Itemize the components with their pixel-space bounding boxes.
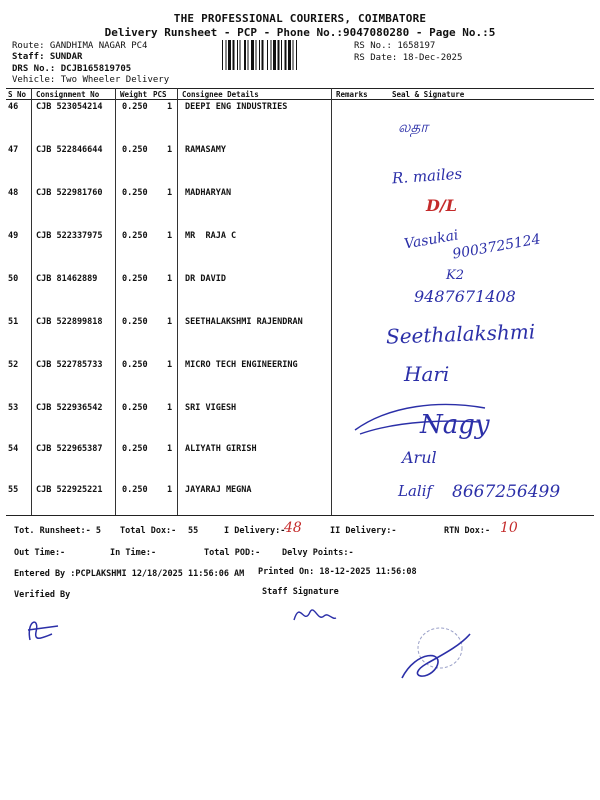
total-dox-label: Total Dox:- bbox=[120, 526, 177, 536]
verified-by: Verified By bbox=[14, 590, 71, 600]
rs-date: RS Date: 18-Dec-2025 bbox=[354, 53, 463, 63]
vehicle-label: Vehicle: Two Wheeler Delivery bbox=[12, 75, 170, 85]
row-consignee: ALIYATH GIRISH bbox=[185, 444, 257, 454]
col-consignment: Consignment No bbox=[36, 90, 100, 99]
row-pcs: 1 bbox=[167, 485, 173, 495]
row-sno: 54 bbox=[8, 444, 19, 454]
row-pcs: 1 bbox=[167, 274, 173, 284]
row-sno: 52 bbox=[8, 360, 19, 370]
table-bottom-rule bbox=[6, 515, 594, 516]
col-remarks: Remarks bbox=[336, 90, 368, 99]
table-row bbox=[0, 188, 600, 228]
row-consignment: CJB 522965387 bbox=[36, 444, 103, 454]
rs-number: RS No.: 1658197 bbox=[354, 41, 436, 51]
tot-runsheet: Tot. Runsheet:- 5 bbox=[14, 526, 101, 536]
row-sno: 53 bbox=[8, 403, 19, 413]
handwritten-signature: Vasukai bbox=[403, 227, 460, 253]
row-weight: 0.250 bbox=[122, 444, 148, 454]
row-sno: 55 bbox=[8, 485, 19, 495]
handwritten-phone: 9487671408 bbox=[414, 287, 516, 306]
row-weight: 0.250 bbox=[122, 360, 148, 370]
row-consignment: CJB 522936542 bbox=[36, 403, 103, 413]
handwritten-signature: Hari bbox=[404, 362, 450, 386]
total-dox-value: 55 bbox=[188, 526, 199, 536]
ii-delivery-label: II Delivery:- bbox=[330, 526, 397, 536]
handwritten-signature: D/L bbox=[426, 196, 457, 215]
row-consignee: RAMASAMY bbox=[185, 145, 226, 155]
handwritten-signature: Arul bbox=[402, 448, 437, 467]
handwritten-signature: Seethalakshmi bbox=[385, 319, 536, 349]
row-consignee: MR RAJA C bbox=[185, 231, 237, 241]
col-consignee: Consignee Details bbox=[182, 90, 259, 99]
barcode bbox=[222, 40, 350, 70]
row-weight: 0.250 bbox=[122, 403, 148, 413]
in-time: In Time:- bbox=[110, 548, 157, 558]
col-weight: Weight bbox=[120, 90, 148, 99]
printed-on: Printed On: 18-12-2025 11:56:08 bbox=[258, 567, 417, 577]
row-consignment: CJB 522981760 bbox=[36, 188, 103, 198]
row-weight: 0.250 bbox=[122, 188, 148, 198]
col-pcs: PCS bbox=[153, 90, 167, 99]
row-pcs: 1 bbox=[167, 145, 173, 155]
row-consignment: CJB 523054214 bbox=[36, 102, 103, 112]
staff-signature bbox=[290, 598, 340, 628]
stamp-seal bbox=[396, 620, 476, 684]
row-pcs: 1 bbox=[167, 317, 173, 327]
table-row bbox=[0, 403, 600, 443]
row-pcs: 1 bbox=[167, 403, 173, 413]
handwritten-signature: லதா bbox=[398, 118, 429, 136]
row-weight: 0.250 bbox=[122, 145, 148, 155]
handwritten-phone: 9003725124 bbox=[451, 231, 542, 263]
table-top-rule bbox=[6, 88, 594, 89]
table-row bbox=[0, 102, 600, 142]
row-pcs: 1 bbox=[167, 102, 173, 112]
table-header-rule bbox=[6, 99, 594, 100]
col-seal: Seal & Signature bbox=[392, 90, 465, 99]
row-sno: 47 bbox=[8, 145, 19, 155]
row-consignee: MICRO TECH ENGINEERING bbox=[185, 360, 298, 370]
row-consignment: CJB 81462889 bbox=[36, 274, 98, 284]
staff-label: Staff: SUNDAR bbox=[12, 52, 83, 62]
row-weight: 0.250 bbox=[122, 274, 148, 284]
row-consignment: CJB 522899818 bbox=[36, 317, 103, 327]
row-consignee: DR DAVID bbox=[185, 274, 226, 284]
row-pcs: 1 bbox=[167, 360, 173, 370]
row-sno: 51 bbox=[8, 317, 19, 327]
handwritten-signature: Nagy bbox=[420, 410, 490, 440]
row-consignee: DEEPI ENG INDUSTRIES bbox=[185, 102, 288, 112]
page-subtitle: Delivery Runsheet - PCP - Phone No.:9047080280 - Page No.:5 bbox=[104, 26, 496, 39]
row-sno: 50 bbox=[8, 274, 19, 284]
total-pod: Total POD:- bbox=[204, 548, 261, 558]
row-consignee: JAYARAJ MEGNA bbox=[185, 485, 252, 495]
row-sno: 48 bbox=[8, 188, 19, 198]
entered-by: Entered By :PCPLAKSHMI 12/18/2025 11:56:06 AM bbox=[14, 569, 245, 579]
row-pcs: 1 bbox=[167, 188, 173, 198]
signature-scribble bbox=[350, 400, 490, 440]
row-consignment: CJB 522846644 bbox=[36, 145, 103, 155]
row-pcs: 1 bbox=[167, 231, 173, 241]
row-sno: 46 bbox=[8, 102, 19, 112]
row-weight: 0.250 bbox=[122, 317, 148, 327]
row-consignment: CJB 522925221 bbox=[36, 485, 103, 495]
row-pcs: 1 bbox=[167, 444, 173, 454]
i-delivery-label: I Delivery:- bbox=[224, 526, 286, 536]
col-sno: S No bbox=[8, 90, 27, 99]
verifier-signature bbox=[22, 610, 82, 650]
table-row bbox=[0, 145, 600, 185]
row-consignment: CJB 522337975 bbox=[36, 231, 103, 241]
rtn-dox-count: 10 bbox=[500, 520, 518, 536]
row-consignee: SEETHALAKSHMI RAJENDRAN bbox=[185, 317, 303, 327]
row-sno: 49 bbox=[8, 231, 19, 241]
route-label: Route: GANDHIMA NAGAR PC4 bbox=[12, 41, 148, 51]
delvy-points: Delvy Points:- bbox=[282, 548, 354, 558]
handwritten-signature: Lalif bbox=[398, 482, 433, 500]
row-consignee: MADHARYAN bbox=[185, 188, 232, 198]
handwritten-signature: R. mailes bbox=[391, 164, 463, 188]
page-title: THE PROFESSIONAL COURIERS, COIMBATORE bbox=[173, 12, 427, 25]
table-row bbox=[0, 444, 600, 484]
table-row bbox=[0, 360, 600, 400]
out-time: Out Time:- bbox=[14, 548, 66, 558]
staff-signature-label: Staff Signature bbox=[262, 587, 339, 597]
i-delivery-count: 48 bbox=[284, 520, 302, 536]
handwritten-phone: 8667256499 bbox=[452, 482, 561, 502]
row-weight: 0.250 bbox=[122, 102, 148, 112]
row-consignee: SRI VIGESH bbox=[185, 403, 237, 413]
rtn-dox-label: RTN Dox:- bbox=[444, 526, 491, 536]
row-weight: 0.250 bbox=[122, 231, 148, 241]
handwritten-signature: K2 bbox=[446, 268, 464, 283]
row-weight: 0.250 bbox=[122, 485, 148, 495]
drs-label: DRS No.: DCJB165819705 bbox=[12, 64, 132, 74]
row-consignment: CJB 522785733 bbox=[36, 360, 103, 370]
